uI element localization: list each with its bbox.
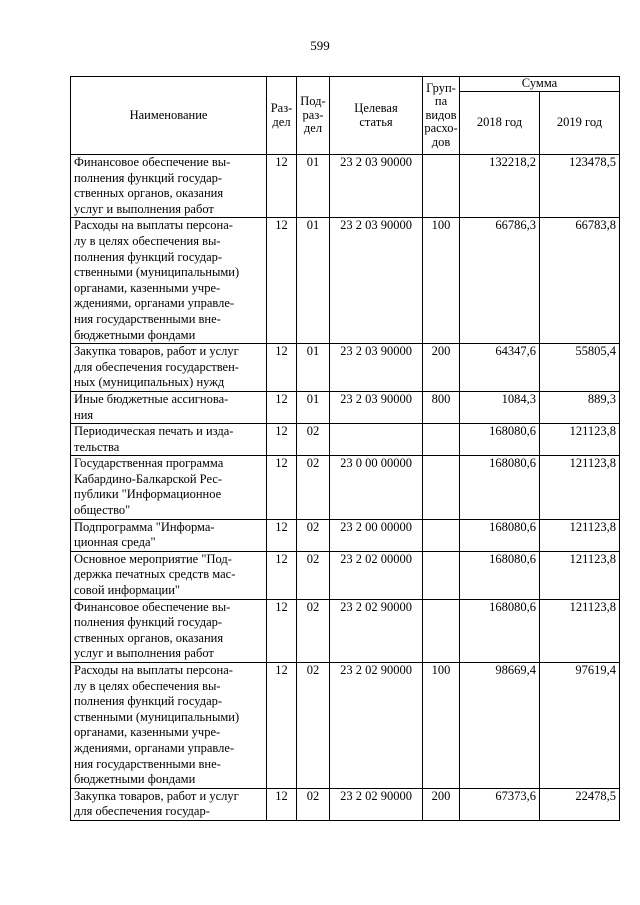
row-group: 200 — [423, 788, 460, 820]
row-name: Финансовое обеспечение вы- полнения функций государ- ственных органов, оказания услуг и выполнения работ — [71, 599, 267, 662]
row-group — [423, 424, 460, 456]
table-row — [71, 551, 620, 599]
row-razdel: 12 — [267, 519, 297, 551]
row-target: 23 2 03 90000 — [330, 344, 423, 392]
table-row — [71, 155, 620, 218]
row-sum-2018: 132218,2 — [460, 155, 540, 218]
row-sum-2018: 1084,3 — [460, 391, 540, 423]
row-name: Подпрограмма "Информа- ционная среда" — [71, 519, 267, 551]
row-sum-2019: 121123,8 — [540, 519, 620, 551]
row-sum-2019: 22478,5 — [540, 788, 620, 820]
row-sum-2019: 121123,8 — [540, 456, 620, 519]
row-sum-2019: 121123,8 — [540, 551, 620, 599]
header-year-2019: 2019 год — [540, 92, 620, 155]
header-group: Груп- па видов расхо- дов — [423, 77, 460, 155]
row-sum-2019: 121123,8 — [540, 424, 620, 456]
table-row — [71, 663, 620, 789]
row-sum-2019: 123478,5 — [540, 155, 620, 218]
row-razdel: 12 — [267, 551, 297, 599]
budget-table — [70, 76, 620, 821]
row-group — [423, 155, 460, 218]
table-row — [71, 788, 620, 820]
header-razdel: Раз- дел — [267, 77, 297, 155]
row-sum-2019: 97619,4 — [540, 663, 620, 789]
row-name: Основное мероприятие "Под- держка печатных средств мас- совой информации" — [71, 551, 267, 599]
row-group — [423, 456, 460, 519]
header-year-2018: 2018 год — [460, 92, 540, 155]
row-razdel: 12 — [267, 391, 297, 423]
row-target: 23 2 03 90000 — [330, 391, 423, 423]
row-sum-2018: 168080,6 — [460, 551, 540, 599]
row-sum-2018: 98669,4 — [460, 663, 540, 789]
row-target — [330, 424, 423, 456]
header-target: Целевая статья — [330, 77, 423, 155]
row-target: 23 2 00 00000 — [330, 519, 423, 551]
row-group: 100 — [423, 663, 460, 789]
row-name: Расходы на выплаты персона- лу в целях обеспечения вы- полнения функций государ- ственными (муниципальными) органами, казенными учре- ждениями, органами управле- ния государственными вне- бюджетными фондами — [71, 218, 267, 344]
header-name: Наименование — [71, 77, 267, 155]
row-group: 100 — [423, 218, 460, 344]
row-podrazdel: 02 — [297, 788, 330, 820]
row-podrazdel: 02 — [297, 551, 330, 599]
row-target: 23 2 02 00000 — [330, 551, 423, 599]
row-name: Финансовое обеспечение вы- полнения функций государ- ственных органов, оказания услуг и выполнения работ — [71, 155, 267, 218]
table-row — [71, 391, 620, 423]
row-target: 23 2 02 90000 — [330, 599, 423, 662]
row-name: Государственная программа Кабардино-Балкарской Рес- публики "Информационное общество" — [71, 456, 267, 519]
row-razdel: 12 — [267, 155, 297, 218]
header-sum: Сумма — [460, 77, 620, 92]
row-group — [423, 551, 460, 599]
row-podrazdel: 02 — [297, 424, 330, 456]
row-podrazdel: 01 — [297, 155, 330, 218]
row-name: Закупка товаров, работ и услуг для обеспечения государ- — [71, 788, 267, 820]
table-row — [71, 218, 620, 344]
row-podrazdel: 01 — [297, 218, 330, 344]
row-podrazdel: 02 — [297, 663, 330, 789]
row-razdel: 12 — [267, 663, 297, 789]
row-razdel: 12 — [267, 788, 297, 820]
row-sum-2018: 168080,6 — [460, 519, 540, 551]
row-podrazdel: 02 — [297, 519, 330, 551]
row-sum-2019: 66783,8 — [540, 218, 620, 344]
row-target: 23 2 03 90000 — [330, 218, 423, 344]
row-sum-2018: 168080,6 — [460, 456, 540, 519]
row-sum-2018: 168080,6 — [460, 599, 540, 662]
row-podrazdel: 01 — [297, 344, 330, 392]
row-name: Закупка товаров, работ и услуг для обеспечения государствен- ных (муниципальных) нужд — [71, 344, 267, 392]
row-group: 200 — [423, 344, 460, 392]
row-sum-2018: 64347,6 — [460, 344, 540, 392]
table-row — [71, 456, 620, 519]
table-row — [71, 519, 620, 551]
row-razdel: 12 — [267, 424, 297, 456]
row-target: 23 2 02 90000 — [330, 663, 423, 789]
row-sum-2019: 889,3 — [540, 391, 620, 423]
row-sum-2018: 67373,6 — [460, 788, 540, 820]
row-razdel: 12 — [267, 599, 297, 662]
row-sum-2019: 121123,8 — [540, 599, 620, 662]
row-group: 800 — [423, 391, 460, 423]
table-row — [71, 599, 620, 662]
table-row — [71, 424, 620, 456]
row-podrazdel: 02 — [297, 599, 330, 662]
row-name: Расходы на выплаты персона- лу в целях обеспечения вы- полнения функций государ- ственными (муниципальными) органами, казенными учре- ждениями, органами управле- ния государственными вне- бюджетными фондами — [71, 663, 267, 789]
row-razdel: 12 — [267, 218, 297, 344]
row-name: Периодическая печать и изда- тельства — [71, 424, 267, 456]
row-target: 23 0 00 00000 — [330, 456, 423, 519]
row-target: 23 2 02 90000 — [330, 788, 423, 820]
row-name: Иные бюджетные ассигнова- ния — [71, 391, 267, 423]
row-sum-2018: 66786,3 — [460, 218, 540, 344]
row-razdel: 12 — [267, 456, 297, 519]
row-podrazdel: 01 — [297, 391, 330, 423]
row-group — [423, 519, 460, 551]
row-razdel: 12 — [267, 344, 297, 392]
row-group — [423, 599, 460, 662]
row-sum-2019: 55805,4 — [540, 344, 620, 392]
header-podrazdel: Под- раз- дел — [297, 77, 330, 155]
table-row — [71, 344, 620, 392]
row-sum-2018: 168080,6 — [460, 424, 540, 456]
page-number: 599 — [310, 38, 330, 53]
row-podrazdel: 02 — [297, 456, 330, 519]
row-target: 23 2 03 90000 — [330, 155, 423, 218]
